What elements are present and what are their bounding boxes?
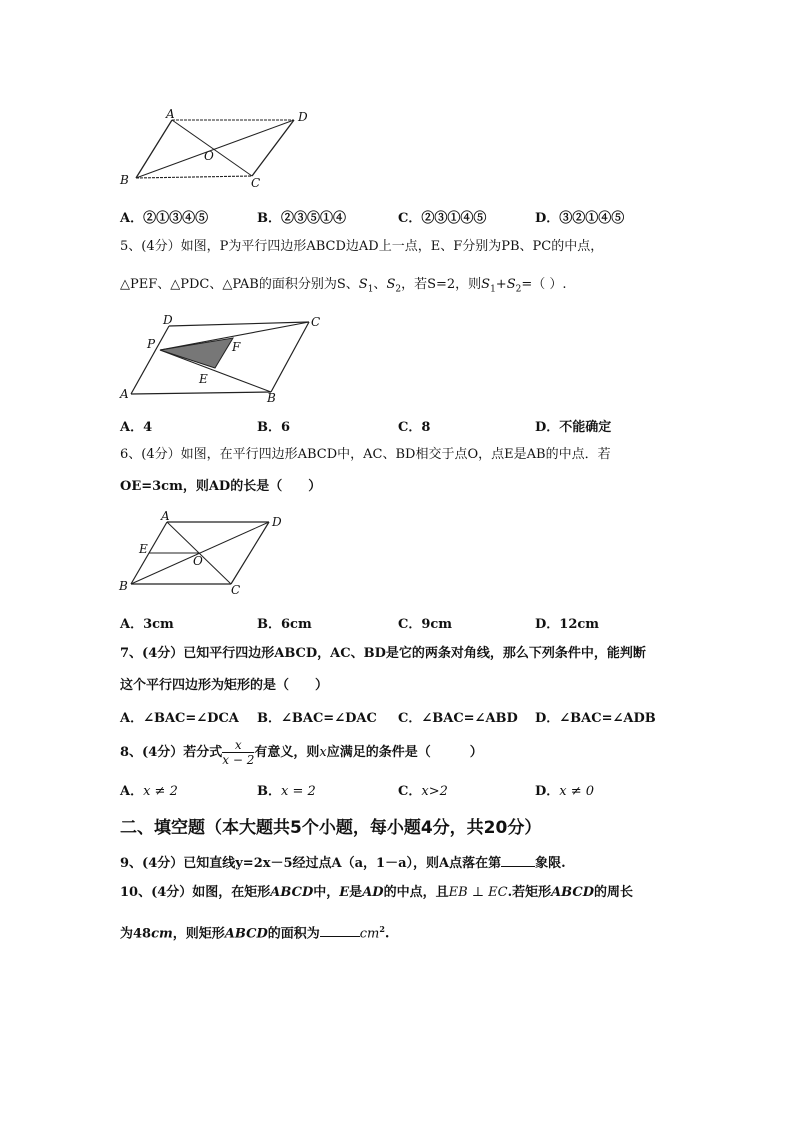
q5-line2: [120, 276, 567, 299]
q5-sum-s2-sub: 2: [515, 284, 522, 295]
fig5-label-p: P: [147, 337, 156, 351]
q7-option-c: C．∠BAC=∠ABD: [398, 711, 518, 726]
fig5-label-c: C: [311, 315, 321, 329]
fig5-label-d: D: [163, 313, 173, 327]
fig4-label-o: O: [204, 149, 214, 163]
q10-e: E: [339, 885, 350, 900]
q5-option-a: A．4: [120, 420, 153, 435]
q9-text-b: 象限.: [535, 856, 566, 871]
q8-prefix: 8、(4分）若分式: [120, 745, 223, 760]
figure-q4-svg: [114, 108, 324, 190]
q8-fraction: [222, 738, 254, 767]
q5-s1-sub: 1: [367, 284, 374, 295]
q10-text-e: .若矩形: [507, 885, 552, 900]
q8-option-d: [535, 780, 594, 799]
q7-option-b: B．∠BAC=∠DAC: [257, 711, 377, 726]
q8-option-b-expr: x = 2: [281, 784, 316, 799]
q7-option-a: A．∠BAC=∠DCA: [120, 711, 239, 726]
q6-line1: 6、(4分）如图，在平行四边形ABCD中，AC、BD相交于点O，点E是AB的中点．若: [120, 447, 611, 462]
figure-q6-parallelogram: [117, 508, 297, 598]
fig5-label-f: F: [232, 340, 241, 354]
q4-option-b: B．②③⑤①④: [257, 211, 346, 226]
q8-option-b-letter: B．: [257, 784, 281, 799]
q8-option-c-expr: x>2: [421, 784, 448, 799]
q5-sum-s2: S: [506, 277, 516, 292]
q10-line1: [120, 884, 633, 902]
q10-line2-c: 的面积为: [267, 926, 320, 942]
q10-ad: AD: [362, 885, 384, 900]
q4-option-a: A．②①③④⑤: [120, 211, 209, 226]
q5-line1: 5、(4分）如图，P为平行四边形ABCD边AD上一点，E、F分别为PB、PC的中点，: [120, 239, 604, 254]
q4-option-d: D．③②①④⑤: [535, 211, 625, 226]
q8-frac-denominator: x − 2: [222, 753, 255, 767]
fig4-label-d: D: [298, 110, 308, 124]
q5-line2-a: △PEF、△PDC、△PAB的面积分别为S、: [120, 277, 359, 292]
q7-line2: 这个平行四边形为矩形的是（ ）: [120, 678, 329, 693]
q8-var: x: [319, 745, 327, 760]
fig6-label-a: A: [161, 509, 170, 523]
q8-option-a-expr: x ≠ 2: [143, 784, 178, 799]
q10-line2-b: ，则矩形: [172, 926, 225, 942]
section-2-title: 二、填空题（本大题共5个小题，每小题4分，共20分）: [120, 818, 542, 838]
q5-line2-b: ，若S=2，则: [401, 277, 482, 292]
q8-option-a-letter: A．: [120, 784, 144, 799]
q10-line2-d: .: [384, 926, 390, 942]
q10-cm: cm: [151, 926, 173, 942]
q10-answer-blank[interactable]: [320, 922, 360, 937]
q7-option-d: D．∠BAC=∠ADB: [535, 711, 656, 726]
q10-abcd-1: ABCD: [270, 885, 314, 900]
q8-option-d-letter: D．: [535, 784, 560, 799]
q10-line2-a: 为48: [120, 926, 152, 942]
q10-text-b: 中，: [313, 885, 340, 900]
q10-text-f: 的周长: [594, 885, 634, 900]
q5-s2: S: [386, 277, 396, 292]
q8-option-d-expr: x ≠ 0: [559, 784, 595, 799]
q4-option-c: C．②③①④⑤: [398, 211, 487, 226]
figure-q5-svg: [117, 310, 327, 402]
q5-sep: 、: [373, 277, 387, 292]
q9-question: [120, 852, 566, 873]
fig6-label-e: E: [139, 542, 148, 556]
q5-option-d: D．不能确定: [535, 420, 612, 435]
q5-s1: S: [358, 277, 368, 292]
q5-plus: +: [495, 277, 507, 292]
q10-text-d: 的中点，且: [383, 885, 449, 900]
q8-option-c-letter: C．: [398, 784, 422, 799]
q6-option-b: B．6cm: [257, 617, 312, 632]
q6-option-a: A．3cm: [120, 617, 174, 632]
fig5-label-b: B: [267, 391, 276, 402]
q10-abcd-2: ABCD: [551, 885, 595, 900]
figure-q6-svg: [117, 508, 297, 598]
fig4-label-c: C: [251, 176, 261, 190]
figure-q5-parallelogram: [117, 310, 327, 402]
q8-suffix-a: 有意义，则: [254, 745, 320, 760]
fig6-label-b: B: [119, 579, 128, 593]
q8-option-c: [398, 780, 448, 799]
fig4-label-b: B: [120, 173, 129, 187]
fig6-label-d: D: [272, 515, 282, 529]
q10-perp: EB ⊥ EC: [448, 885, 508, 900]
q7-line1: 7、(4分）已知平行四边形ABCD，AC、BD是它的两条对角线，那么下列条件中，能判断: [120, 646, 646, 661]
q8-suffix-b: 应满足的条件是（ ）: [326, 745, 483, 760]
q8-option-a: [120, 780, 178, 799]
q5-sum-s1-sub: 1: [490, 284, 496, 295]
q5-line2-c: =（ ）.: [521, 277, 567, 292]
q6-option-c: C．9cm: [398, 617, 453, 632]
q10-text-a: 10、(4分）如图，在矩形: [120, 885, 271, 900]
q6-option-d: D．12cm: [535, 617, 600, 632]
q8-option-b: [257, 780, 316, 799]
q8-frac-numerator: x: [222, 738, 254, 753]
fig4-label-a: A: [166, 108, 175, 121]
q9-answer-blank[interactable]: [501, 852, 535, 867]
q5-s2-sub: 2: [395, 284, 402, 295]
figure-q4-parallelogram: [114, 108, 324, 190]
fig5-label-e: E: [199, 372, 208, 386]
fig6-label-c: C: [231, 583, 241, 597]
q5-sum-s1: S: [481, 277, 491, 292]
fig6-label-o: O: [193, 554, 203, 568]
q5-option-c: C．8: [398, 420, 431, 435]
q6-line2: OE=3cm，则AD的长是（ ）: [120, 479, 322, 494]
q10-text-c: 是: [349, 885, 363, 900]
q10-abcd-3: ABCD: [224, 926, 268, 942]
q10-unit-sup: 2: [379, 924, 385, 934]
fig5-label-a: A: [120, 387, 129, 401]
q8-question: [120, 733, 483, 773]
q9-text-a: 9、(4分）已知直线y=2x－5经过点A（a，1－a），则A点落在第: [120, 856, 502, 871]
q5-option-b: B．6: [257, 420, 291, 435]
q10-unit: cm: [359, 926, 380, 942]
q10-line2: [120, 920, 389, 943]
